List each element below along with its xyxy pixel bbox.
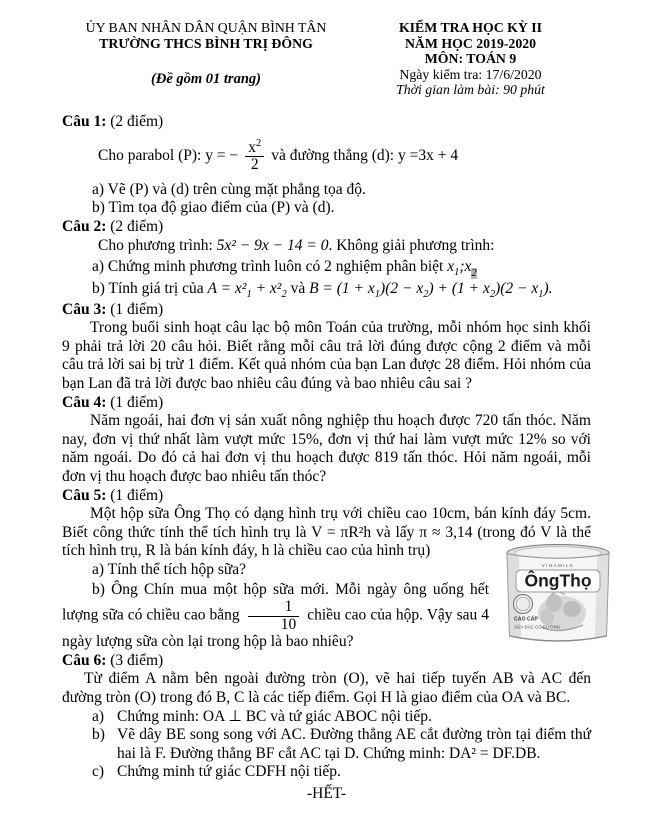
school-name: TRƯỜNG THCS BÌNH TRỊ ĐÔNG bbox=[99, 35, 313, 51]
question-6-item-a bbox=[92, 708, 591, 727]
question-4 bbox=[62, 394, 591, 487]
can-tagline-1: CAO CẤP bbox=[514, 616, 538, 623]
exam-date: Ngày kiểm tra: 17/6/2020 bbox=[399, 66, 542, 82]
q1-fraction-numerator: $x^2$ bbox=[248, 137, 262, 156]
item-text: Chứng minh tứ giác CDFH nội tiếp. bbox=[117, 763, 341, 781]
question-5 bbox=[62, 487, 591, 652]
question-1-item-a: a) Vẽ (P) và (d) trên cùng mặt phẳng tọa độ. bbox=[92, 180, 366, 198]
q1-intro-post: và đường thẳng (d): y =3x + 4 bbox=[271, 147, 459, 165]
question-6-intro: Từ điểm A nằm bên ngoài đường tròn (O), vẽ hai tiếp tuyến AB và AC đến đường tròn (O) trong đó B, C là các tiếp điểm. Gọi H là giao điểm của OA và BC. bbox=[62, 670, 591, 706]
question-6 bbox=[62, 652, 591, 782]
question-1-heading bbox=[62, 113, 591, 132]
exam-subject: MÔN: TOÁN 9 bbox=[424, 51, 517, 67]
header-left bbox=[62, 20, 350, 98]
q5-fraction-numerator: 1 bbox=[284, 598, 293, 616]
question-5-heading bbox=[62, 487, 591, 506]
item-marker: c) bbox=[92, 763, 105, 781]
exam-duration: Thời gian làm bài: 90 phút bbox=[396, 82, 545, 98]
question-1-item-b: b) Tìm tọa độ giao điểm của (P) và (d). bbox=[92, 199, 335, 217]
page-count-note: (Đề gồm 01 trang) bbox=[151, 71, 261, 88]
org-name-line1: ỦY BAN NHÂN DÂN QUẬN BÌNH TÂN bbox=[85, 20, 327, 35]
question-3-label: Câu 3: bbox=[62, 300, 107, 318]
q2-expression-B: $B = (1 + x_1)(2 - x_2) + (1 + x_2)(2 - x_1)$. bbox=[309, 279, 553, 300]
question-3-heading bbox=[62, 301, 591, 320]
question-6-item-b bbox=[92, 726, 591, 763]
question-1-label: Câu 1: bbox=[62, 112, 107, 130]
exam-body bbox=[62, 113, 591, 804]
can-tagline-2: SỮA ĐẶC CÓ ĐƯỜNG bbox=[514, 624, 561, 630]
question-6-item-c bbox=[92, 763, 591, 782]
item-text: Vẽ dây BE song song với AC. Đường thẳng AE cắt đường tròn tại điểm thứ hai là F. Đường thẳng BF cắt AC tại D. Chứng minh: DA² = DF.DB. bbox=[117, 726, 591, 762]
question-2-heading bbox=[62, 218, 591, 237]
question-4-points: (1 điểm) bbox=[110, 393, 164, 411]
question-1-points: (2 điểm) bbox=[110, 112, 164, 130]
question-3-points: (1 điểm) bbox=[110, 300, 164, 318]
header-right bbox=[350, 20, 591, 98]
question-2 bbox=[62, 218, 591, 298]
q2-roots: $x_1;x_2$ bbox=[447, 258, 477, 279]
question-4-label: Câu 4: bbox=[62, 393, 107, 411]
q2-expression-A: $A = x^2_1 + x^2_2$ bbox=[207, 279, 287, 300]
q5-fraction bbox=[248, 599, 300, 633]
question-3 bbox=[62, 301, 591, 394]
question-5-points: (1 điểm) bbox=[110, 486, 164, 504]
question-3-text: Trong buổi sinh hoạt câu lạc bộ môn Toán của trường, mỗi nhóm học sinh khối 9 phải trả lời 20 câu hỏi. Biết rằng mỗi câu trả lời đúng được cộng 2 điểm và mỗi câu trả lời sai bị trừ 1 điểm. Kết quả nhóm của bạn Lan được 28 điểm. Hỏi nhóm của bạn Lan đã trả lời được bao nhiêu câu đúng và bao nhiêu câu sai ? bbox=[62, 319, 591, 392]
item-text: Chứng minh: OA ⊥ BC và tứ giác ABOC nội tiếp. bbox=[117, 707, 432, 725]
exam-year: NĂM HỌC 2019-2020 bbox=[404, 35, 537, 51]
q1-fraction bbox=[245, 137, 264, 174]
exam-title: KIỂM TRA HỌC KỲ II bbox=[398, 20, 543, 35]
question-2-item-a: a) Chứng minh phương trình luôn có 2 nghiệm phân biệt $x_1;x_2$ bbox=[92, 258, 477, 279]
question-6-heading bbox=[62, 652, 591, 671]
question-4-text: Năm ngoái, hai đơn vị sản xuất nông nghiệp thu hoạch được 720 tấn thóc. Năm nay, đơn vị thứ nhất làm vượt mức 15%, đơn vị thứ hai làm vượt mức 12% so với năm ngoái. Do đó cả hai đơn vị thu hoạch được 819 tấn thóc. Hỏi năm ngoái, mỗi đơn vị thu hoạch được bao nhiêu tấn thóc? bbox=[62, 412, 591, 485]
question-1-intro bbox=[98, 135, 591, 179]
question-5-item-a: a) Tính thể tích hộp sữa? bbox=[92, 560, 247, 578]
q2-equation: 5x² − 9x − 14 = 0 bbox=[216, 237, 329, 255]
question-1 bbox=[62, 113, 591, 218]
item-marker: a) bbox=[92, 707, 105, 725]
end-marker: -HẾT- bbox=[306, 784, 347, 802]
question-2-item-b: b) Tính giá trị của $A = x^2_1 + x^2_2$ và $B = (1 + x_1)(2 - x_2) + (1 + x_2)(2 - x_1)$. bbox=[92, 279, 553, 300]
header bbox=[62, 20, 591, 98]
question-5-item-b: b) Ông Chín mua một hộp sữa mới. Mỗi ngày ông uống hết lượng sữa có chiều cao bằng $\frac{1}{10}$ chiều cao của hộp. Vậy sau 4 ngày lượng sữa còn lại trong hộp là bao nhiêu? bbox=[62, 580, 489, 651]
question-2-points: (2 điểm) bbox=[110, 217, 164, 235]
q5-fraction-denominator: 10 bbox=[248, 616, 300, 634]
question-5-text: Một hộp sữa Ông Thọ có dạng hình trụ với chiều cao 10cm, bán kính đáy 5cm. Biết công thức tính thể tích hình trụ là V = πR²h và lấy π ≈ 3,14 (trong đó V là thể tích hình trụ, R là bán kính đáy, h là chiều cao của hình trụ) bbox=[62, 505, 591, 560]
question-5-label: Câu 5: bbox=[62, 486, 107, 504]
milk-can-image bbox=[499, 543, 617, 645]
question-2-intro: Cho phương trình: 5x² − 9x − 14 = 0. Không giải phương trình: bbox=[98, 237, 495, 255]
question-4-heading bbox=[62, 394, 591, 413]
question-6-points: (3 điểm) bbox=[110, 651, 164, 669]
item-marker: b) bbox=[92, 726, 105, 744]
q1-intro-pre: Cho parabol (P): y = − bbox=[98, 147, 239, 165]
question-6-label: Câu 6: bbox=[62, 651, 107, 669]
can-brand: ÔngThọ bbox=[524, 570, 592, 591]
q1-fraction-denominator: 2 bbox=[245, 156, 264, 174]
question-2-label: Câu 2: bbox=[62, 217, 107, 235]
highlighted-subscript: 2 bbox=[471, 267, 477, 279]
can-small-brand: VINAMILK bbox=[541, 562, 575, 568]
